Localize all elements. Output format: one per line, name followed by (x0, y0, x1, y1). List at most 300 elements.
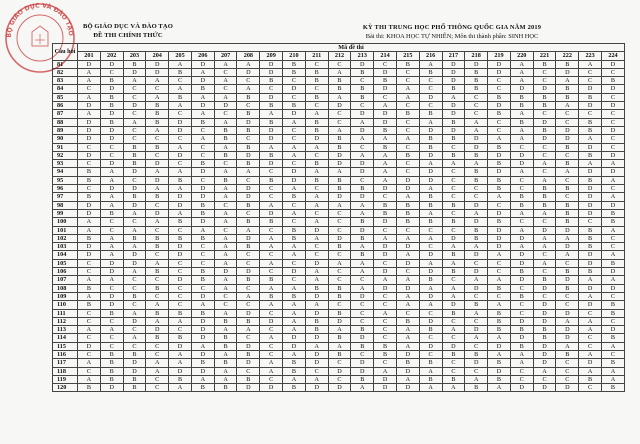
table-row (53, 359, 625, 367)
answer-cell: C (123, 176, 146, 184)
answer-cell: B (100, 118, 123, 126)
answer-cell: B (305, 176, 328, 184)
answer-cell: D (465, 326, 488, 334)
answer-cell: D (260, 68, 283, 76)
answer-cell: B (78, 176, 101, 184)
answer-cell: B (237, 110, 260, 118)
answer-cell: A (396, 251, 419, 259)
answer-cell: B (214, 342, 237, 350)
answer-cell: B (260, 176, 283, 184)
answer-cell: A (283, 118, 306, 126)
answer-cell: C (100, 284, 123, 292)
answer-cell: A (260, 259, 283, 267)
answer-cell: C (169, 284, 192, 292)
answer-cell: C (123, 110, 146, 118)
answer-cell: C (533, 151, 556, 159)
answer-cell: C (601, 243, 624, 251)
answer-cell: A (169, 102, 192, 110)
answer-cell: A (146, 93, 169, 101)
answer-cell: B (237, 276, 260, 284)
answer-cell: B (305, 160, 328, 168)
answer-cell: D (100, 259, 123, 267)
answer-cell: D (442, 110, 465, 118)
answer-cell: A (579, 326, 602, 334)
answer-cell: C (374, 292, 397, 300)
answer-cell: A (488, 135, 511, 143)
answer-cell: A (579, 160, 602, 168)
answer-cell: A (214, 234, 237, 242)
exam-code-215: 215 (396, 52, 419, 60)
answer-cell: A (396, 276, 419, 284)
answer-cell: A (465, 309, 488, 317)
answer-cell: B (78, 301, 101, 309)
answer-cell: A (579, 367, 602, 375)
answer-cell: A (601, 176, 624, 184)
answer-cell: A (214, 251, 237, 259)
answer-cell: D (260, 209, 283, 217)
answer-cell: A (78, 77, 101, 85)
answer-cell: D (601, 151, 624, 159)
answer-cell: D (533, 284, 556, 292)
answer-cell: A (419, 60, 442, 68)
answer-cell: A (214, 168, 237, 176)
answer-cell: C (374, 334, 397, 342)
question-number: 93 (53, 160, 78, 168)
answer-cell: C (237, 209, 260, 217)
table-row (53, 259, 625, 267)
answer-cell: A (374, 367, 397, 375)
answer-cell: A (328, 68, 351, 76)
answer-cell: C (419, 309, 442, 317)
answer-cell: D (305, 259, 328, 267)
answer-cell: A (123, 268, 146, 276)
answer-cell: B (237, 93, 260, 101)
answer-cell: B (191, 85, 214, 93)
question-number: 105 (53, 259, 78, 267)
answer-cell: B (510, 193, 533, 201)
answer-cell: C (237, 251, 260, 259)
answer-cell: C (396, 126, 419, 134)
answer-cell: B (533, 126, 556, 134)
answer-cell: D (191, 334, 214, 342)
answer-cell: B (510, 292, 533, 300)
answer-cell: C (146, 350, 169, 358)
answer-cell: B (351, 342, 374, 350)
answer-cell: A (305, 193, 328, 201)
answer-cell: D (237, 384, 260, 392)
answer-cell: A (396, 334, 419, 342)
answer-cell: C (419, 77, 442, 85)
answer-cell: D (442, 301, 465, 309)
answer-cell: A (419, 234, 442, 242)
answer-cell: B (169, 334, 192, 342)
answer-cell: C (351, 143, 374, 151)
answer-cell: D (146, 68, 169, 76)
answer-cell: C (123, 326, 146, 334)
answer-cell: C (169, 292, 192, 300)
answer-cell: C (78, 350, 101, 358)
answer-cell: C (533, 143, 556, 151)
answer-cell: C (237, 259, 260, 267)
answer-cell: B (283, 193, 306, 201)
answer-cell: B (488, 284, 511, 292)
table-row (53, 375, 625, 383)
answer-cell: C (214, 110, 237, 118)
answer-cell: A (533, 243, 556, 251)
exam-code-206: 206 (191, 52, 214, 60)
answer-cell: C (510, 185, 533, 193)
answer-cell: D (123, 259, 146, 267)
answer-cell: C (419, 226, 442, 234)
answer-cell: B (123, 384, 146, 392)
answer-cell: A (510, 60, 533, 68)
answer-cell: C (237, 334, 260, 342)
answer-cell: C (100, 218, 123, 226)
answer-cell: C (237, 102, 260, 110)
question-number: 89 (53, 126, 78, 134)
answer-cell: D (442, 342, 465, 350)
answer-cell: D (283, 110, 306, 118)
answer-cell: D (601, 168, 624, 176)
answer-cell: C (442, 317, 465, 325)
answer-cell: B (465, 301, 488, 309)
answer-cell: B (146, 118, 169, 126)
answer-cell: D (601, 60, 624, 68)
answer-cell: C (374, 301, 397, 309)
exam-code-210: 210 (283, 52, 306, 60)
answer-cell: C (374, 93, 397, 101)
answer-cell: A (214, 143, 237, 151)
answer-cell: C (78, 309, 101, 317)
answer-cell: C (579, 334, 602, 342)
answer-cell: B (488, 317, 511, 325)
answer-cell: A (78, 68, 101, 76)
answer-cell: B (374, 350, 397, 358)
answer-cell: A (237, 168, 260, 176)
answer-cell: B (146, 102, 169, 110)
question-number: 85 (53, 93, 78, 101)
answer-cell: D (191, 193, 214, 201)
answer-cell: B (191, 209, 214, 217)
answer-cell: B (260, 77, 283, 85)
answer-cell: A (442, 292, 465, 300)
answer-cell: C (396, 118, 419, 126)
answer-cell: A (146, 367, 169, 375)
answer-cell: D (419, 126, 442, 134)
answer-cell: A (169, 350, 192, 358)
answer-cell: C (374, 326, 397, 334)
answer-cell: A (260, 367, 283, 375)
answer-cell: C (533, 292, 556, 300)
table-row (53, 85, 625, 93)
answer-cell: C (78, 85, 101, 93)
answer-cell: B (328, 309, 351, 317)
answer-cell: B (283, 292, 306, 300)
answer-cell: B (465, 384, 488, 392)
answer-cell: C (260, 251, 283, 259)
answer-cell: A (283, 301, 306, 309)
answer-cell: B (305, 317, 328, 325)
table-row (53, 342, 625, 350)
answer-cell: B (579, 176, 602, 184)
answer-cell: D (237, 342, 260, 350)
answer-cell: B (533, 201, 556, 209)
answer-cell: B (579, 268, 602, 276)
answer-cell: B (123, 193, 146, 201)
answer-cell: C (374, 359, 397, 367)
answer-cell: A (260, 301, 283, 309)
answer-cell: B (442, 135, 465, 143)
answer-cell: C (351, 102, 374, 110)
answer-cell: B (214, 384, 237, 392)
answer-cell: C (169, 301, 192, 309)
answer-cell: D (351, 168, 374, 176)
answer-cell: D (465, 135, 488, 143)
answer-cell: B (510, 93, 533, 101)
answer-cell: D (191, 60, 214, 68)
answer-cell: C (556, 259, 579, 267)
answer-cell: C (123, 135, 146, 143)
answer-cell: A (123, 334, 146, 342)
answer-cell: A (351, 201, 374, 209)
answer-cell: C (510, 301, 533, 309)
answer-cell: D (533, 309, 556, 317)
exam-code-217: 217 (442, 52, 465, 60)
answer-cell: B (146, 193, 169, 201)
answer-cell: D (533, 359, 556, 367)
question-number: 81 (53, 60, 78, 68)
table-row (53, 176, 625, 184)
answer-cell: D (260, 93, 283, 101)
answer-cell: B (556, 93, 579, 101)
answer-cell: B (396, 110, 419, 118)
answer-cell: C (351, 301, 374, 309)
answer-cell: B (191, 201, 214, 209)
answer-cell: A (305, 276, 328, 284)
answer-cell: B (351, 218, 374, 226)
answer-cell: C (146, 342, 169, 350)
answer-cell: B (579, 243, 602, 251)
answer-cell: B (351, 375, 374, 383)
answer-cell: D (100, 268, 123, 276)
answer-cell: A (283, 284, 306, 292)
answer-cell: A (169, 359, 192, 367)
answer-cell: D (374, 85, 397, 93)
answer-cell: A (579, 276, 602, 284)
answer-cell: A (191, 342, 214, 350)
answer-cell: C (442, 367, 465, 375)
answer-cell: D (237, 193, 260, 201)
question-number: 94 (53, 168, 78, 176)
answer-cell: A (579, 60, 602, 68)
answer-cell: A (214, 185, 237, 193)
answer-cell: C (260, 326, 283, 334)
answer-cell: B (510, 102, 533, 110)
answer-cell: C (78, 317, 101, 325)
answer-cell: B (169, 375, 192, 383)
answer-cell: B (556, 218, 579, 226)
answer-cell: A (214, 193, 237, 201)
answer-cell: B (78, 234, 101, 242)
answer-cell: B (419, 375, 442, 383)
answer-cell: B (442, 309, 465, 317)
answer-cell: D (191, 77, 214, 85)
answer-cell: C (123, 276, 146, 284)
answer-cell: D (100, 60, 123, 68)
answer-cell: C (237, 367, 260, 375)
answer-cell: D (351, 292, 374, 300)
answer-cell: B (396, 359, 419, 367)
answer-cell: C (533, 375, 556, 383)
answer-cell: A (328, 126, 351, 134)
answer-cell: C (283, 276, 306, 284)
answer-cell: A (351, 384, 374, 392)
answer-cell: C (579, 77, 602, 85)
answer-cell: C (191, 243, 214, 251)
answer-cell: D (191, 218, 214, 226)
answer-cell: C (396, 268, 419, 276)
answer-cell: A (396, 342, 419, 350)
answer-cell: B (146, 110, 169, 118)
answer-cell: A (419, 209, 442, 217)
answer-cell: A (510, 359, 533, 367)
answer-cell: C (419, 334, 442, 342)
answer-cell: D (78, 151, 101, 159)
exam-header (272, 23, 632, 41)
answer-cell: B (305, 68, 328, 76)
answer-cell: B (123, 292, 146, 300)
answer-cell: A (556, 234, 579, 242)
answer-cell: B (465, 68, 488, 76)
answer-cell: A (100, 168, 123, 176)
table-row (53, 126, 625, 134)
answer-cell: D (260, 160, 283, 168)
table-row (53, 276, 625, 284)
answer-cell: C (556, 151, 579, 159)
answer-cell: A (601, 276, 624, 284)
answer-cell: A (305, 201, 328, 209)
answer-cell: B (237, 201, 260, 209)
answer-cell: D (123, 185, 146, 193)
answer-cell: D (510, 317, 533, 325)
answer-cell: D (396, 243, 419, 251)
answer-cell: A (533, 367, 556, 375)
answer-cell: D (556, 68, 579, 76)
answer-cell: C (328, 209, 351, 217)
answer-cell: D (465, 251, 488, 259)
answer-cell: A (488, 193, 511, 201)
answer-cell: C (191, 143, 214, 151)
answer-cell: B (601, 259, 624, 267)
answer-cell: C (328, 276, 351, 284)
answer-cell: B (465, 85, 488, 93)
answer-cell: D (419, 317, 442, 325)
answer-cell: A (260, 201, 283, 209)
table-row (53, 68, 625, 76)
answer-cell: B (146, 309, 169, 317)
answer-cell: A (601, 342, 624, 350)
answer-cell: C (283, 126, 306, 134)
answer-cell: A (283, 350, 306, 358)
answer-cell: B (100, 209, 123, 217)
answer-cell: C (510, 309, 533, 317)
answer-cell: A (510, 126, 533, 134)
answer-cell: C (488, 85, 511, 93)
question-number: 103 (53, 243, 78, 251)
question-number: 99 (53, 209, 78, 217)
answer-cell: A (442, 384, 465, 392)
answer-cell: B (533, 193, 556, 201)
answer-cell: A (123, 243, 146, 251)
table-row (53, 251, 625, 259)
answer-cell: A (191, 135, 214, 143)
answer-cell: C (100, 334, 123, 342)
answer-cell: A (488, 251, 511, 259)
answer-cell: A (100, 326, 123, 334)
answer-cell: A (214, 375, 237, 383)
answer-cell: B (419, 110, 442, 118)
exam-code-216: 216 (419, 52, 442, 60)
answer-cell: C (214, 160, 237, 168)
answer-cell: B (100, 359, 123, 367)
answer-cell: C (601, 185, 624, 193)
answer-cell: C (78, 268, 101, 276)
answer-cell: C (533, 110, 556, 118)
answer-cell: C (283, 77, 306, 85)
question-number: 119 (53, 375, 78, 383)
answer-cell: C (465, 93, 488, 101)
answer-cell: A (305, 301, 328, 309)
answer-cell: D (488, 68, 511, 76)
answer-cell: A (579, 350, 602, 358)
answer-cell: A (328, 342, 351, 350)
answer-cell: C (556, 359, 579, 367)
answer-cell: B (374, 342, 397, 350)
answer-cell: D (465, 268, 488, 276)
answer-cell: C (123, 85, 146, 93)
answer-cell: B (328, 85, 351, 93)
question-number: 83 (53, 77, 78, 85)
answer-cell: D (260, 317, 283, 325)
answer-key-table (52, 43, 625, 392)
answer-cell: A (260, 284, 283, 292)
question-number: 102 (53, 234, 78, 242)
answer-cell: A (510, 77, 533, 85)
answer-cell: B (601, 359, 624, 367)
answer-cell: A (465, 334, 488, 342)
answer-cell: C (169, 160, 192, 168)
answer-cell: A (191, 110, 214, 118)
answer-cell: D (100, 384, 123, 392)
answer-cell: D (169, 367, 192, 375)
answer-cell: C (100, 68, 123, 76)
question-number: 113 (53, 326, 78, 334)
seal-text: BỘ GIÁO DỤC VÀ ĐÀO TẠO (5, 2, 75, 38)
answer-cell: C (78, 259, 101, 267)
answer-cell: B (556, 209, 579, 217)
answer-cell: A (237, 85, 260, 93)
answer-cell: C (556, 193, 579, 201)
answer-cell: D (351, 126, 374, 134)
answer-cell: A (123, 226, 146, 234)
answer-cell: C (100, 143, 123, 151)
answer-cell: D (579, 168, 602, 176)
answer-cell: B (214, 126, 237, 134)
answer-cell: C (488, 292, 511, 300)
answer-cell: C (556, 301, 579, 309)
answer-cell: D (442, 68, 465, 76)
answer-cell: C (305, 85, 328, 93)
